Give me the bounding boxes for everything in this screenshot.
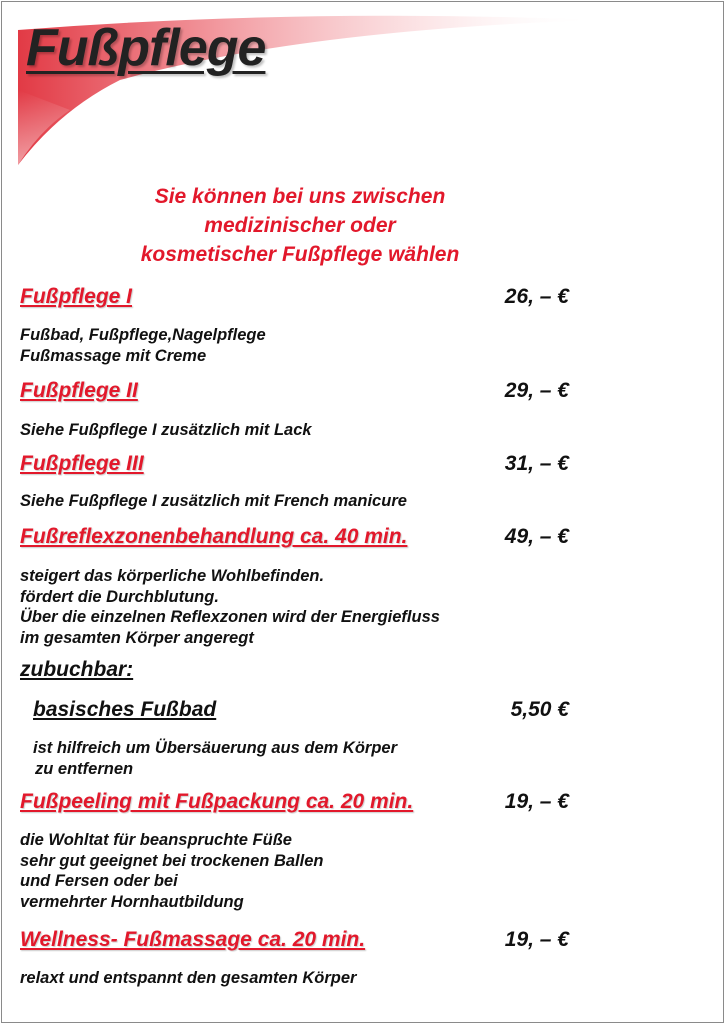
addon-price: 5,50 € xyxy=(510,698,569,721)
description-line: die Wohltat für beanspruchte Füße xyxy=(20,831,292,849)
description-line: fördert die Durchblutung. xyxy=(20,587,219,606)
description-line: vermehrter Hornhautbildung xyxy=(20,892,244,911)
addon-description xyxy=(33,738,397,779)
service-title-wellness-massage: Wellness- Fußmassage ca. 20 min. xyxy=(20,928,366,951)
addon-title-basisches-fussbad: basisches Fußbad xyxy=(33,698,217,721)
description-line: Über die einzelnen Reflexzonen wird der Energiefluss xyxy=(20,608,440,626)
description-line: relaxt und entspannt den gesamten Körper xyxy=(20,969,357,987)
service-description xyxy=(20,325,266,366)
service-title-fusspeeling: Fußpeeling mit Fußpackung ca. 20 min. xyxy=(20,790,414,813)
intro-line: Sie können bei uns zwischen xyxy=(154,185,446,208)
description-line: zu entfernen xyxy=(35,759,134,778)
description-line: im gesamten Körper angeregt xyxy=(20,628,254,647)
service-title-fusspflege-1: Fußpflege I xyxy=(20,285,132,308)
service-price-reflexzonen: 49, – € xyxy=(504,525,569,548)
intro-line: medizinischer oder xyxy=(204,214,396,237)
description-line: Siehe Fußpflege I zusätzlich mit Lack xyxy=(20,421,312,439)
service-description xyxy=(20,566,440,648)
service-title-fusspflege-3: Fußpflege III xyxy=(20,452,144,475)
description-line: steigert das körperliche Wohlbefinden. xyxy=(20,567,325,585)
service-price-fusspflege-1: 26, – € xyxy=(504,285,569,308)
description-line: sehr gut geeignet bei trockenen Ballen xyxy=(20,851,324,870)
description-line: Siehe Fußpflege I zusätzlich mit French manicure xyxy=(20,492,407,510)
description-line: ist hilfreich um Übersäuerung aus dem Körper xyxy=(33,739,397,757)
service-description xyxy=(20,830,324,912)
service-price-wellness-massage: 19, – € xyxy=(504,928,569,951)
intro-line: kosmetischer Fußpflege wählen xyxy=(140,243,460,266)
service-description xyxy=(20,968,356,989)
service-description xyxy=(20,420,312,441)
service-price-fusspflege-3: 31, – € xyxy=(504,452,569,475)
addon-label: zubuchbar: xyxy=(20,658,134,681)
page-title: Fußpflege xyxy=(26,19,266,77)
description-line: Fußbad, Fußpflege,Nagelpflege xyxy=(20,326,266,344)
description-line: Fußmassage mit Creme xyxy=(20,346,207,365)
description-line: und Fersen oder bei xyxy=(20,872,178,890)
service-title-reflexzonen: Fußreflexzonenbehandlung ca. 40 min. xyxy=(20,525,408,548)
service-price-fusspflege-2: 29, – € xyxy=(504,379,569,402)
service-price-fusspeeling: 19, – € xyxy=(504,790,569,813)
intro-text xyxy=(80,182,520,269)
service-description xyxy=(20,491,407,512)
service-title-fusspflege-2: Fußpflege II xyxy=(20,379,138,402)
